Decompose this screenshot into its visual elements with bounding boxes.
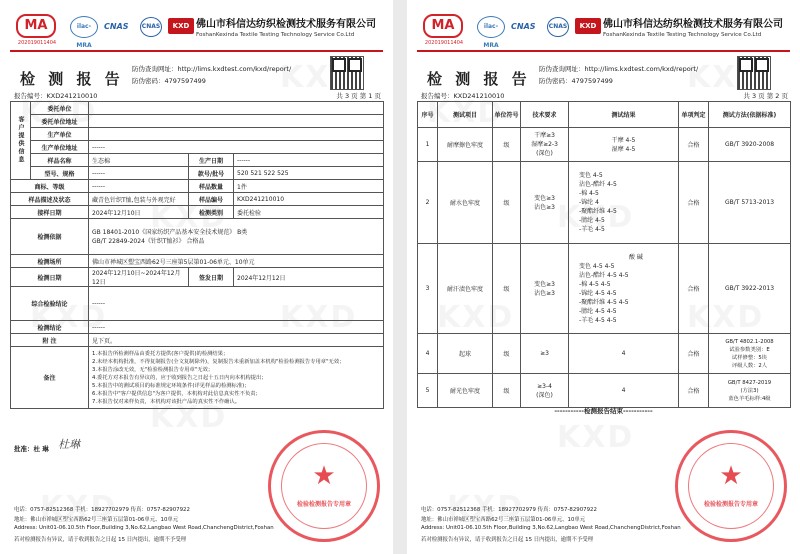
- qty-label: 样品数量: [189, 180, 234, 193]
- report-number: 报告编号：KXD241210010: [421, 92, 505, 100]
- report-number: 报告编号：KXD241210010: [14, 92, 98, 100]
- model-value: ------: [89, 167, 189, 180]
- footer-notice: 若对检测报告有异议，请于收到报告之日起 15 日内提出，逾期不予受理: [14, 537, 187, 543]
- report-end-line: -----------检测报告结束-----------: [554, 407, 653, 415]
- receive-label: 接样日期: [11, 206, 89, 219]
- remark-line: 1.本报告所检测样品由委托方提供(客户提供)的检测结果；: [92, 350, 229, 357]
- report-title: 检 测 报 告: [427, 70, 531, 88]
- stamp-star-icon: ★: [719, 461, 743, 491]
- req-line: 沾色≥3: [534, 289, 555, 297]
- producer-addr-label: 生产单位地址: [31, 141, 89, 154]
- method-line: GB/T 3920-2008: [724, 141, 775, 148]
- col-header: 测试方法(依据标准): [709, 102, 791, 128]
- remarks-value: [89, 347, 384, 409]
- company-name-cn: 佛山市科信达纺织检测技术服务有限公司: [196, 19, 376, 30]
- cnas-logo: CNAS: [511, 22, 536, 31]
- basis-line: GB 18401-2010《国家纺织产品基本安全技术规范》 B类: [92, 228, 248, 236]
- client-unit-label: 委托单位: [31, 102, 89, 115]
- row-req: [521, 128, 569, 162]
- stamp-text: 检验检测报告专用章: [296, 501, 351, 508]
- ilac-mra-logo: ilac-MRA: [477, 16, 505, 38]
- table-row: [418, 334, 791, 374]
- report-header: [407, 0, 800, 58]
- row-result: [569, 128, 679, 162]
- row-judge: 合格: [679, 128, 709, 162]
- client-info-section: [11, 102, 31, 180]
- result-line: -聚酯纤维 4-5: [579, 208, 617, 215]
- report-header: [0, 0, 393, 58]
- row-no: 2: [418, 162, 438, 244]
- result-label: 检测结论: [11, 321, 89, 334]
- result-line: 沾色-醋纤 4-5: [579, 181, 617, 188]
- row-req: [521, 244, 569, 334]
- row-judge: 合格: [679, 374, 709, 408]
- client-addr-label: 委托单位地址: [31, 115, 89, 128]
- req-line: 变色≥3: [534, 194, 555, 202]
- info-table: [10, 101, 384, 409]
- result-line: 变色 4-5: [579, 172, 603, 179]
- table-row: [418, 128, 791, 162]
- batch-label: 款号/批号: [189, 167, 234, 180]
- sample-name-label: 样品名称: [31, 154, 89, 167]
- remark-line: 2.未经本机构批准，不得复制报告(全文复制除外)，复制报告未重新加盖本机构"检验检测报告专用章"无效；: [92, 358, 345, 365]
- table-row: [418, 244, 791, 334]
- cnas-circle-logo: CNAS: [140, 17, 162, 37]
- verify-url[interactable]: 防伪查询网址：http://lims.kxdtest.com/kxd/report/: [539, 65, 699, 73]
- ilac-mra-logo: ilac-MRA: [70, 16, 98, 38]
- row-unit: 级: [493, 128, 521, 162]
- brand-value: ------: [89, 180, 189, 193]
- basis-value: [89, 219, 384, 255]
- result-line: -棉 4-5: [579, 190, 599, 197]
- footer-notice: 若对检测报告有异议，请于收到报告之日起 15 日内提出，逾期不予受理: [421, 537, 594, 543]
- cnas-circle-logo: CNAS: [547, 17, 569, 37]
- row-unit: 级: [493, 334, 521, 374]
- result-line: -羊毛 4-5: [579, 226, 605, 233]
- req-line: (深色): [536, 391, 553, 399]
- conclusion-label: 综合检验结论: [11, 287, 89, 321]
- appendix-label: 附 注: [11, 334, 89, 347]
- company-name-en: FoshanKexinda Textile Testing Technology Service Co.Ltd: [196, 32, 355, 38]
- header-divider: [417, 50, 790, 52]
- row-req: [521, 374, 569, 408]
- method-line: 蓝色羊毛标样:4级: [728, 395, 771, 402]
- footer-contact: 电话：0757-82512368 手机：18927702979 传真：0757-82907922: [14, 507, 190, 513]
- footer-address-en: Address: Unit01-06.10.5th Floor,Building 3,No.62,Langbao West Road,ChanchengDistrict,Foshan: [421, 525, 681, 531]
- brand-label: 商标、等级: [11, 180, 89, 193]
- method-line: GB/T 8427-2019: [727, 379, 772, 386]
- table-row: [418, 162, 791, 244]
- result-line: -腈纶 4-5 4-5: [579, 307, 617, 315]
- report-page-2: [407, 0, 800, 554]
- page-count: 共 3 页 第 1 页: [336, 92, 381, 100]
- row-item: 耐汗渍色牢度: [438, 244, 493, 334]
- remark-line: 7.本报告仅对来样负责，本机构对该批产品的真实性不作确认。: [92, 398, 241, 405]
- test-type-value: 委托检验: [234, 206, 384, 219]
- verify-url[interactable]: 防伪查询网址：http://lims.kxdtest.com/kxd/report/: [132, 65, 292, 73]
- sample-no-value: KXD241210010: [234, 193, 384, 206]
- method-line: GB/T 4802.1-2008: [725, 338, 774, 345]
- req-line: ≥3: [540, 350, 549, 357]
- method-line: GB/T 3922-2013: [724, 285, 775, 292]
- col-header: 测试结果: [569, 102, 679, 128]
- row-result: [569, 162, 679, 244]
- col-header: 技术要求: [521, 102, 569, 128]
- desc-label: 样品描述及状态: [11, 193, 89, 206]
- col-header: 单项判定: [679, 102, 709, 128]
- row-item: 耐水色牢度: [438, 162, 493, 244]
- footer-address-en: Address: Unit01-06.10.5th Floor,Building 3,No.62,Langbao West Road,ChanchengDistrict,Foshan: [14, 525, 274, 531]
- result-line: -锦纶 4: [579, 199, 599, 206]
- row-result: [569, 334, 679, 374]
- row-req: [521, 162, 569, 244]
- official-stamp: [675, 430, 787, 542]
- row-req: [521, 334, 569, 374]
- result-line: 沾色-醋纤 4-5 4-5: [579, 271, 629, 279]
- ma-number: 202019011404: [424, 40, 464, 46]
- qr-code-icon: [330, 56, 364, 90]
- result-line: -腈纶 4-5: [579, 217, 605, 224]
- sign-date-value: 2024年12月12日: [234, 268, 384, 287]
- sign-date-label: 签发日期: [189, 268, 234, 287]
- report-page-1: [0, 0, 393, 554]
- batch-value: 520 521 522 525: [234, 167, 384, 180]
- sample-name-value: 生态棉: [89, 154, 189, 167]
- row-item: 耐光色牢度: [438, 374, 493, 408]
- result-line: 4: [621, 350, 626, 357]
- place-label: 检测场所: [11, 255, 89, 268]
- remark-line: 4.委托方对本报告有异议的，应于收到报告之日起十五日内向本机构提出；: [92, 374, 267, 381]
- remarks-label: 备注: [11, 347, 89, 409]
- result-line: -聚酯纤维 4-5 4-5: [579, 298, 629, 306]
- sample-no-label: 样品编号: [189, 193, 234, 206]
- appendix-value: 见下页。: [89, 334, 384, 347]
- row-no: 1: [418, 128, 438, 162]
- desc-value: 藏青色针织T恤,包装与外观完好: [89, 193, 189, 206]
- result-line: -锦纶 4-5 4-5: [579, 289, 617, 297]
- row-item: 起球: [438, 334, 493, 374]
- result-line: 4: [621, 387, 626, 394]
- result-line: -羊毛 4-5 4-5: [579, 316, 617, 324]
- cnas-logo: CNAS: [104, 22, 129, 31]
- company-name-en: FoshanKexinda Textile Testing Technology Service Co.Ltd: [603, 32, 762, 38]
- req-line: 干摩≥3: [534, 132, 555, 139]
- results-table: [417, 101, 791, 408]
- row-item: 耐摩擦色牢度: [438, 128, 493, 162]
- row-method: [709, 334, 791, 374]
- signature: 杜琳: [58, 438, 80, 451]
- prod-date-value: ------: [234, 154, 384, 167]
- client-addr-value: [89, 115, 384, 128]
- col-header: 序号: [418, 102, 438, 128]
- result-line: 变色 4-5 4-5: [579, 262, 615, 270]
- row-judge: 合格: [679, 162, 709, 244]
- page-count: 共 3 页 第 2 页: [743, 92, 788, 100]
- receive-value: 2024年12月10日: [89, 206, 189, 219]
- approver: 批准：杜 琳: [14, 445, 49, 453]
- req-line: 变色≥3: [534, 280, 555, 288]
- row-no: 3: [418, 244, 438, 334]
- method-line: 评级人数：2人: [731, 362, 768, 369]
- row-method: [709, 244, 791, 334]
- official-stamp: [268, 430, 380, 542]
- remark-line: 3.本报告涂改无效，无"检验检测报告专用章"无效；: [92, 366, 214, 373]
- basis-label: 检测依据: [11, 219, 89, 255]
- watermark: [557, 420, 634, 455]
- test-type-label: 检测类别: [189, 206, 234, 219]
- table-row: [418, 374, 791, 408]
- method-line: (方法3): [740, 387, 759, 394]
- table-header-row: [418, 102, 791, 128]
- ma-number: 202019011404: [17, 40, 57, 46]
- result-line: 干摩 4-5: [611, 136, 636, 144]
- req-line: 沾色≥3: [534, 203, 555, 211]
- result-line: 湿摩 4-5: [611, 145, 636, 153]
- stamp-star-icon: ★: [312, 461, 336, 491]
- ma-logo: MA: [16, 14, 56, 38]
- row-unit: 级: [493, 162, 521, 244]
- test-date-label: 检测日期: [11, 268, 89, 287]
- result-line: -棉 4-5 4-5: [579, 280, 611, 288]
- footer-address-cn: 地址：佛山市禅城区塑宝西路62号三座第五层第01-06单元、10单元: [421, 517, 586, 523]
- row-no: 5: [418, 374, 438, 408]
- row-result: [569, 374, 679, 408]
- qr-code-icon: [737, 56, 771, 90]
- verify-password: 防伪密码：4797597499: [539, 77, 613, 85]
- col-header: 测试项目: [438, 102, 493, 128]
- place-value: 佛山市禅城区塑宝西路62号三座第5层第01-06单元、10单元: [89, 255, 384, 268]
- req-line: ≥3-4: [537, 382, 552, 390]
- row-unit: 级: [493, 244, 521, 334]
- prod-date-label: 生产日期: [189, 154, 234, 167]
- result-line: 酸 碱: [629, 253, 643, 261]
- remark-line: 5.本报告中的测试项目的标准规定环境条件(详见样品的检测标准)；: [92, 382, 250, 389]
- remark-line: 6.本报告中"客户提供信息"为客户提供，本机构对此信息真实性不负责；: [92, 390, 261, 397]
- row-method: [709, 374, 791, 408]
- test-date-value: 2024年12月10日~2024年12月12日: [89, 268, 189, 287]
- producer-label: 生产单位: [31, 128, 89, 141]
- kxd-logo: KXD: [575, 18, 601, 34]
- qty-value: 1件: [234, 180, 384, 193]
- report-title: 检 测 报 告: [20, 70, 124, 88]
- producer-value: [89, 128, 384, 141]
- row-unit: 级: [493, 374, 521, 408]
- client-info-label: 客户提供信息: [17, 115, 24, 164]
- row-method: [709, 162, 791, 244]
- basis-line: GB/T 22849-2024《针织T恤衫》 合格品: [92, 237, 205, 245]
- row-method: [709, 128, 791, 162]
- method-line: 试验参数类别：E: [729, 346, 770, 353]
- req-line: 湿摩≥2-3: [531, 141, 558, 148]
- kxd-logo: KXD: [168, 18, 194, 34]
- ma-logo: MA: [423, 14, 463, 38]
- row-result: [569, 244, 679, 334]
- method-line: GB/T 5713-2013: [724, 199, 775, 206]
- client-unit-value: [89, 102, 384, 115]
- result-value: ------: [89, 321, 384, 334]
- stamp-text: 检验检测报告专用章: [703, 501, 758, 508]
- method-line: 试样修整：5块: [731, 354, 768, 361]
- verify-password: 防伪密码：4797597499: [132, 77, 206, 85]
- producer-addr-value: ------: [89, 141, 384, 154]
- footer-address-cn: 地址：佛山市禅城区塑宝西路62号三座第五层第01-06单元、10单元: [14, 517, 179, 523]
- req-line: (深色): [536, 150, 553, 157]
- col-header: 单位符号: [493, 102, 521, 128]
- row-no: 4: [418, 334, 438, 374]
- header-divider: [10, 50, 383, 52]
- company-name-cn: 佛山市科信达纺织检测技术服务有限公司: [603, 19, 783, 30]
- conclusion-value: ------: [89, 287, 384, 321]
- model-label: 型号、规格: [31, 167, 89, 180]
- footer-contact: 电话：0757-82512368 手机：18927702979 传真：0757-82907922: [421, 507, 597, 513]
- row-judge: 合格: [679, 334, 709, 374]
- row-judge: 合格: [679, 244, 709, 334]
